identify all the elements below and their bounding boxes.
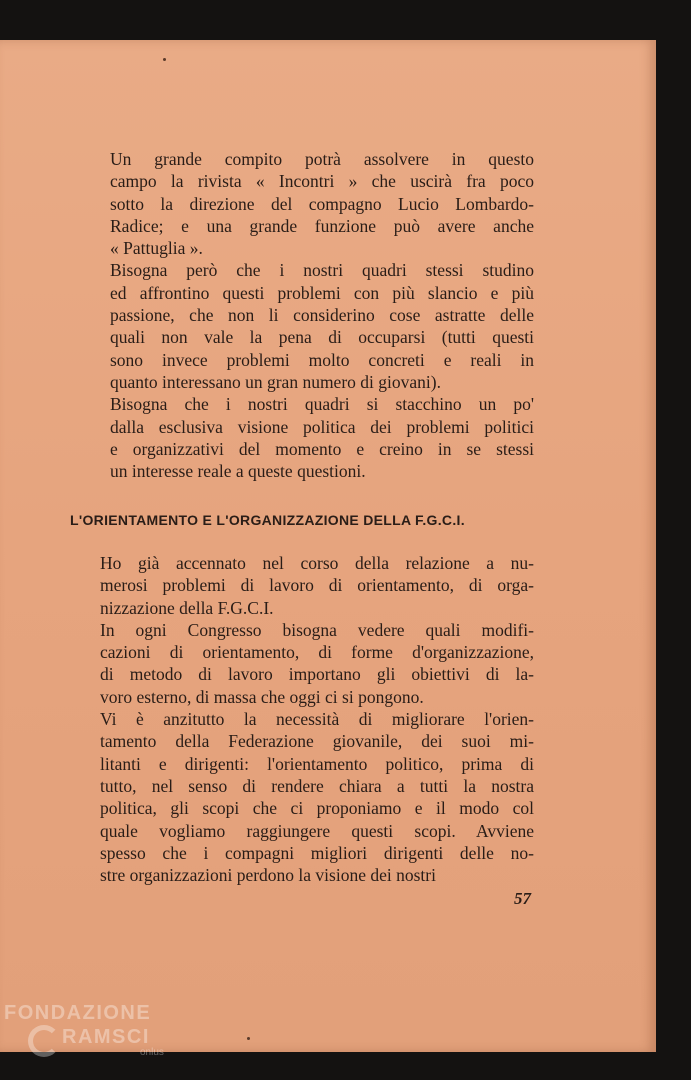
paragraph (66, 708, 534, 886)
text-line: Radice; e una grande funzione può avere anche (110, 215, 534, 236)
text-line: « Pattuglia ». (110, 238, 203, 259)
text-line: merosi problemi di lavoro di orientamento, di orga- (100, 575, 534, 596)
text-line: Bisogna che i nostri quadri si stacchino un po' (110, 394, 534, 415)
paragraph (76, 393, 534, 482)
watermark (4, 1002, 164, 1059)
text-line: tamento della Federazione giovanile, dei suoi mi- (100, 731, 534, 752)
text-line: politica, gli scopi che ci proponiamo e il modo col (100, 798, 534, 819)
text-line: nizzazione della F.G.C.I. (100, 597, 274, 618)
text-block-bottom (66, 552, 534, 886)
text-line: Vi è anzitutto la necessità di migliorare l'orien- (100, 709, 534, 730)
paragraph (66, 552, 534, 619)
text-line: dalla esclusiva visione politica dei problemi politici (110, 416, 534, 437)
page-number: 57 (514, 889, 531, 908)
text-line: sono invece problemi molto concreti e reali in (110, 349, 534, 370)
text-block-top (76, 148, 534, 482)
text-line: un interesse reale a queste questioni. (110, 461, 366, 482)
section-heading: L'ORIENTAMENTO E L'ORGANIZZAZIONE DELLA F.G.C.I. (70, 512, 465, 528)
gramsci-logo-icon (28, 1025, 60, 1057)
text-line: spesso che i compagni migliori dirigenti delle no- (100, 842, 534, 863)
text-line: quanto interessano un gran numero di giovani). (110, 371, 441, 392)
watermark-sub: onlus (140, 1047, 164, 1058)
paper-speck (247, 1037, 250, 1040)
text-line: quale vogliamo raggiungere questi scopi. Avviene (100, 820, 534, 841)
text-line: Un grande compito potrà assolvere in questo (110, 149, 534, 169)
text-line: Bisogna però che i nostri quadri stessi studino (110, 260, 534, 281)
text-line: Ho già accennato nel corso della relazione a nu- (100, 553, 534, 573)
paragraph (66, 619, 534, 708)
text-line: cazioni di orientamento, di forme d'organizzazione, (100, 642, 534, 663)
paper-speck (163, 58, 166, 61)
watermark-line2: RAMSCI (62, 1026, 150, 1048)
text-line: In ogni Congresso bisogna vedere quali modifi- (100, 619, 534, 640)
text-line: quali non vale la pena di occuparsi (tutti questi (110, 327, 534, 348)
text-line: ed affrontino questi problemi con più slancio e più (110, 282, 534, 303)
text-line: litanti e dirigenti: l'orientamento politico, prima di (100, 753, 534, 774)
text-line: tutto, nel senso di rendere chiara a tutti la nostra (100, 775, 534, 796)
text-line: campo la rivista « Incontri » che uscirà fra poco (110, 171, 534, 192)
watermark-line1: FONDAZIONE (4, 1002, 152, 1024)
paragraph (76, 259, 534, 393)
text-line: passione, che non li considerino cose astratte delle (110, 305, 534, 326)
text-line: stre organizzazioni perdono la visione dei nostri (100, 865, 436, 886)
text-line: voro esterno, di massa che oggi ci si pongono. (100, 686, 424, 707)
paragraph (76, 148, 534, 259)
text-line: sotto la direzione del compagno Lucio Lombardo- (110, 193, 534, 214)
text-line: e organizzativi del momento e creino in se stessi (110, 438, 534, 459)
text-line: di metodo di lavoro importano gli obiettivi di la- (100, 664, 534, 685)
